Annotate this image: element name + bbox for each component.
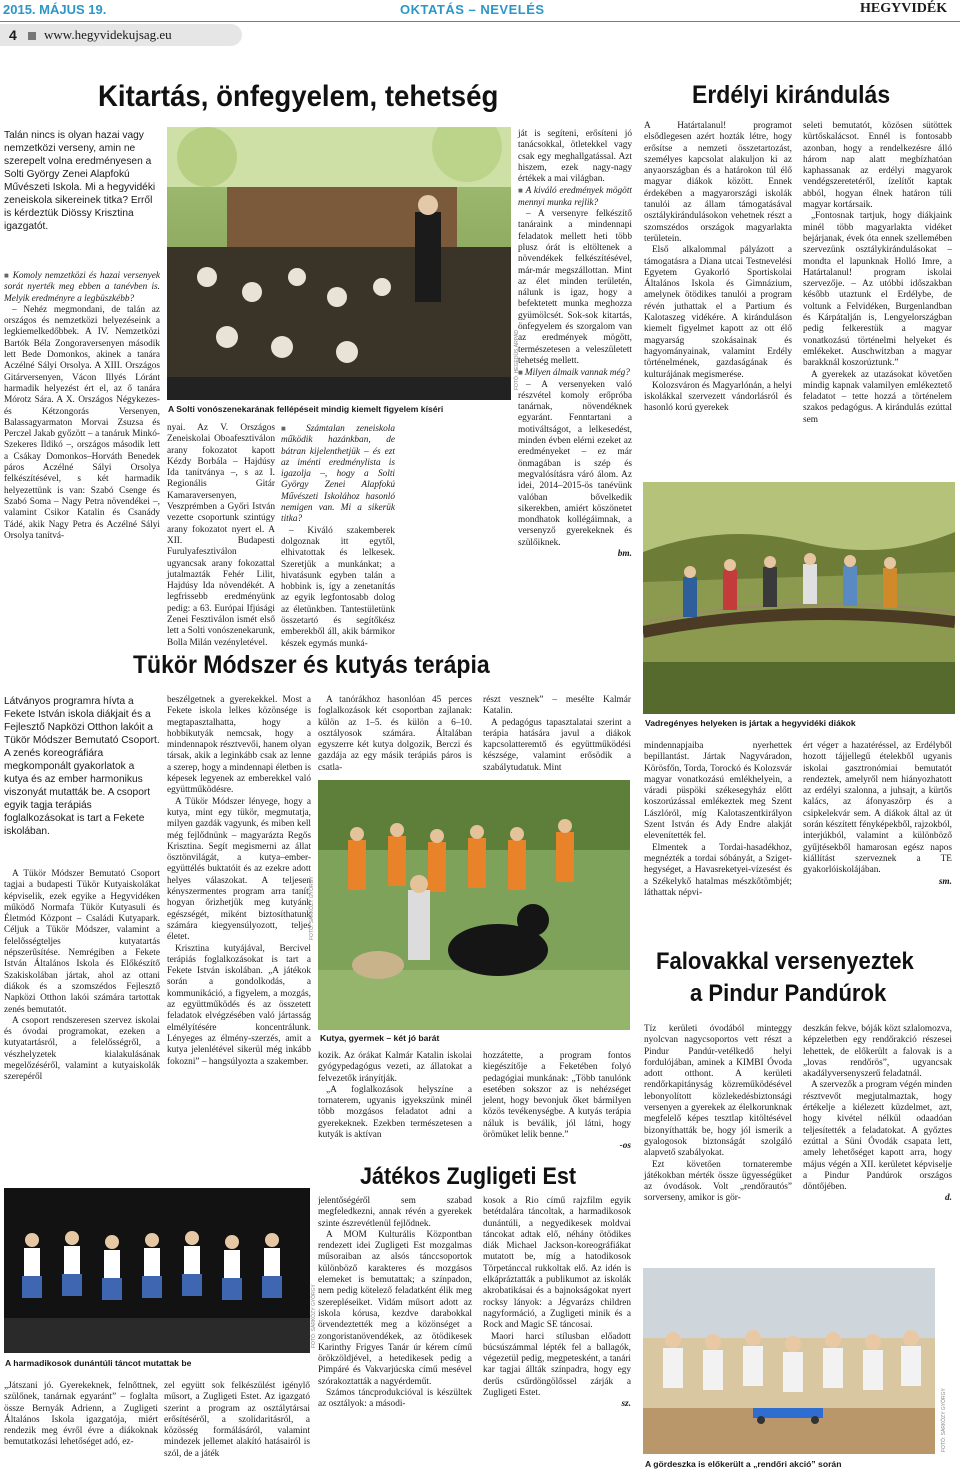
- article3-col4-text: részt vesznek” – mesélte Kalmár Katalin.: [483, 695, 631, 717]
- article1-col4: [518, 129, 632, 560]
- article2-signature: sm.: [938, 876, 952, 887]
- article1-photo-caption: A Solti vonószenekarának fellépéseit mindig kiemelt figyelem kíséri: [168, 404, 444, 414]
- article1-col3: [281, 423, 395, 650]
- bridge-photo: [643, 482, 955, 714]
- article2-col1c: Kolozsváron és Magyarlónán, a helyi iskolákkal szervezett vándorlásról és hasonló korú gyerekek: [644, 380, 792, 414]
- article3-col2-text: beszélgetnek a gyerekekkel. Most a Fekete iskola lelkes közönsége is megtapasztalhatta, hogy a hobbikutyák nemcsak, hogy a mindennapok résztvevői, hanem olyan társak, akik a leginkább csak az lenne a szerep, hogy a mindennapi életben is képesek legyenek az emberekkel való együttműködésre.: [167, 695, 311, 796]
- article2-col2b: „Fontosnak tartjuk, hogy diákjaink minél több magyarlakta vidéket bejárjanak, évek óta ennek szellemében szervezünk osztálykirándulásokat – mondta el lapunknak Holló Imre, a Határtalanul! program iskolai szervezője. – Az utóbbi időszakban később utaztunk el Erdélybe, de voltunk a Felvidéken, Burgenlandban és Kárpátalján is, Lengyelországban pedig felkerestük a magyar vonatkozású történelmi helyeket és emlékeket. Auschwitzban a magyar barakknál koszorúztunk.”: [803, 211, 952, 369]
- article2-col1b: Első alkalommal pályázott a támogatásra a Diana utcai Testnevelési Egyetem Gyakorló Sportiskolai Általános Iskola és Gimnázium, amelynek ötödikes tanulói a program révén juthattak el a Partium és Kalotaszeg vidékére. A kiránduláson kiemelt figyelmet kapott az ott élő magyarság szokásainak és hagyományainak, valamint Erdély történelmének, gazdaságának és kulturájának megismerése.: [644, 245, 792, 380]
- article3-col3c: „A foglalkozások helyszíne a tornaterem, ugyanis igyekszünk minél több mozgásos feladatot adni a gyerekeknek. Ezekben természetesen a kutyák is aktívan: [318, 1084, 472, 1141]
- header-rule: [0, 21, 960, 22]
- article5-title-line1: Falovakkal versenyeztek: [656, 948, 914, 975]
- article5-title-line2: a Pindur Pandúrok: [690, 980, 887, 1007]
- article3-col3: [318, 695, 472, 774]
- article3-col4c-block: [483, 1051, 631, 1153]
- article2-col3: [644, 741, 792, 899]
- header-paper: HEGYVIDÉK: [860, 1, 948, 16]
- article1-col4c: – A versenyeken való részvétel komoly erőpróba tanárnak, növendéknek egyaránt. Fenntartani a motiváltságot, a lelkesedést, minden évben elérni ezeket az eredményeket – ez már önmagában is szép és megvalósításra váró álom. Az idei, 2014–2015-ös tanévünk valóban bővelkedik sikerekben, amiért köszönetet mondhatok kollégáimnak, a versenyző gyerekeknek és szülőiknek.: [518, 379, 632, 548]
- article3-col3b-block: [318, 1051, 472, 1141]
- article4-title: Játékos Zugligeti Est: [360, 1163, 577, 1190]
- article1-col2-text: nyai. Az V. Országos Zeneiskolai Oboafesztiválon arany fokozatot kapott Kézdy Borbála – Hajdúsy Ida tanítványa –, s az I. Regionális Gitár Kamaraversenyen, Veszprémben a Győri István vezette csoportunk szintúgy arany fokozatot nyert el. A XII. Budapesti Furulyafesztiválon ugyancsak arany fokozattal jutalmazták Fehér Lilit, Hajdúsy Ida növendékét. A legfrissebb eredményünk pedig: a 63. Európai Ifjúsági Zenei Fesztiválon ismét első lett a Solti vonószenekarunk, Bolla Milán vezényletével.: [167, 423, 275, 648]
- article5-photo-caption: A gördeszka is előkerült a „rendőri akció” során: [645, 1459, 842, 1469]
- article2-col3-text: mindennapjaiba nyerhettek bepillantást. Jártak Nagyváradon, Körösfőn, Torda, Torockó és Kolozsvár magyar vonatkozású emlékhelyein, a váradi püspöki székesegyház előtt koszorúzással emlékeztek meg Szent Lászlóról, míg Kalotaszentkirályon Szent István és Ady Endre alakját elevenítették fel.: [644, 741, 792, 842]
- article2-col3b: Elmentek a Tordai-hasadékhoz, megnézték a tordai sóbányát, a Sziget-hegységet, a Havasreketyei-vízesést és a Székelykő hatalmas mészkőtömbjét; láthattak népvi-: [644, 842, 792, 898]
- article5-col1b: Ezt követően tornaterembe játékokban mérték össze ügyességüket az óvodások. Volt „rendőrautós” sorverseny, amikor is gör-: [644, 1159, 792, 1204]
- article4-col3c: Számos táncprodukcióval is készültek az osztályok: a másodi-: [318, 1388, 472, 1410]
- article5-col2: [803, 1024, 952, 1205]
- article3-lead: Látványos programra hívta a Fekete István iskola diákjait és a Fejlesztő Napközi Otthon lakóit a Tükör Módszer Bemutató Csoport. A zenés koreográfiára megkomponált gyakorlatok a kutya és az ember harmonikus viszonyát mutatták be. A csoport egyik tagja terápiás foglalkozásokat is tart a Fekete iskolában.: [4, 696, 160, 837]
- header-section: OKTATÁS – NEVELÉS: [400, 2, 545, 17]
- header-website[interactable]: www.hegyvidekujsag.eu: [44, 27, 172, 42]
- article1-col4b: – A versenyre felkészítő tanáraink a mindennapi feladatok mellett heti több plusz órát is eltöltenek a növendékek felkészítésével, már-már megszállottan. Mint az élet minden területén, nálunk is igaz, hogy a befektetett munka meghozza gyümölcsét. Sok-sok kitartás, önfegyelem és szorgalom van az eredmények mögött, természetesen a veleszületett tehetség mellett.: [518, 209, 632, 366]
- article4-col3: [318, 1196, 472, 1469]
- dog-photo: [318, 780, 630, 1030]
- article3-col1: [4, 869, 160, 1084]
- page-number: 4: [9, 27, 17, 43]
- article4-col2: [164, 1381, 310, 1460]
- article3-col3-text: A tanórákhoz hasonlóan 45 perces foglalkozások két csoportban zajlanak: külön az 1–5. és külön a 6–10. osztályosok számára. Általában egyszerre két kutya dolgozik, Berczi és gazdája az egy másik terápiás páros is csatla-: [318, 695, 472, 773]
- article3-col2c: Krisztina kutyájával, Bercivel terápiás foglalkozásokat is tart a Fekete István iskolában. „A játékok során a gondolkodás, a kommunikáció, a figyelem, a mozgás, az együttműködés és az összetett feladatok elvégzésében való jártasság elmélyítésére koncentrálunk. Lényeges az élmény-szerzés, amit a kutya jelenlétével sikerül még inkább fokozni” – hangsúlyozta a szakember.: [167, 943, 311, 1067]
- orchestra-photo: [167, 127, 511, 400]
- article1-photo-credit: FOTÓ: HEGEDÜS ÁRPÁD: [514, 329, 520, 390]
- article2-col4: [803, 741, 952, 888]
- article2-col1-text: A Határtalanul! programot elsődlegesen azért hozták létre, hogy erősítse a nemzeti összetartozást, személyes kapcsolat alakuljon ki az anyaországban és a határokon túl élő magyar diákok között. Ennek érdekében a magyarországi iskolák tanulói az állam támogatásával osztálykirándulásokon vehetnek részt a szomszédos országok magyarlakta területein.: [644, 121, 792, 244]
- article1-col3-text: – Kiváló szakemberek dolgoznak itt egytől, elhivatottak és lelkesek. Szeretjük a munkánkat; a hivatásunk egyben talán a hobbink is, így a zenetanítás az egyik legfontosabb dolog az életünkben. Tantestületünk összetartó és segítőkész emberekből áll, akik bármikor készek egymás munká-: [281, 525, 395, 649]
- article4-col4b: Maori harci stílusban előadott búcsúszámmal lépték fel a ballagók, végezetül pedig, megpetesként, a tanári kar tagjai állták színpadra, hogy egy derűs csűrdöngölőssel zárják a Zugligeti Estet.: [483, 1331, 631, 1399]
- article1-question-2: ■ Számtalan zeneiskola működik hazánkban, de bátran kijelenthetjük – és ezt az iménti eredménylista is igazolja –, hogy a Solti György Zenei Alapfokú Művészeti Iskolához hasonló nemigen van. Mi a sikerük titka?: [281, 423, 395, 526]
- article3-signature: -os: [619, 1141, 631, 1152]
- article4-col1: [4, 1381, 158, 1449]
- article2-col2-text: seleti bemutatót, közösen sütöttek kürtőskalácsot. Ennél is fontosabb azonban, hogy a rendelkezésre álló három nap alatt megbízhatóan kaphassanak az erdélyi magyarok vendégszeretetéről, ízelítőt kaptak abból, hogyan élnek határon túli magyar kortársaik.: [803, 121, 952, 211]
- article3-col3b: kozik. Az órákat Kalmár Katalin iskolai gyógypedagógus vezeti, az állatokat a felvezetők irányítják.: [318, 1051, 472, 1084]
- article3-col4b: A pedagógus tapasztalatai szerint a terápia hatására javul a diákok kapcsolatteremtő és együttműködési készsége, valamint erősödik a szabálytudatuk. Mint: [483, 717, 631, 773]
- article1-col2: [167, 423, 275, 649]
- article3-title: Tükör Módszer és kutyás terápia: [133, 651, 490, 679]
- header-date: 2015. MÁJUS 19.: [3, 2, 107, 17]
- article3-col1-text: A Tükör Módszer Bemutató Csoport tagjai a budapesti Tükör Kutyaiskolákat képviselik, ezek egyike a Hegyvidéken működő Normafa Tükör Kutyasuli és Életmód Központ – Családi Kutyapark. Céljuk a Tükör Módszer, valamint a felelősségteljes kutyatartás népszerűsítése. Nemrégiben a Fekete István Általános Iskola és Előkészítő Szakiskolában jártak, ahol az ottani diákok és a szomszédos Fejlesztő Napközi Otthon lakói számára tartottak zenés bemutatót.: [4, 869, 160, 1015]
- article4-col3b: A MOM Kulturális Központban rendezett idei Zugligeti Est mozgalmas műsoraiban az alsós tánccsoportok különböző karakteres és mozgásos elemeket is bemutattak; a színpadon, nem pedig kötelező feladatként élik meg szerepléseiket. Vidám műsort adott az iskola kórusa, kezdve darabokkal örvendeztették meg a közönséget a zongoristanövendékek, az ötödikesek Karinthy Frigyes Tanár úr kérem című örökzöldjével, a hetedikesek pedig a Pimpáré és Vakvarjúcska című mesével szórakoztatták a nagyérdeműt.: [318, 1229, 472, 1387]
- article1-col4a: ját is segíteni, erősíteni jó tanácsokkal, ötletekkel vagy csak egy meghallgatással. Azt hiszem, ezek nagy-nagy értékek a mai világban.: [518, 129, 632, 185]
- article4-col1-text: „Játszani jó. Gyerekeknek, felnőttnek, szülőnek, tanárnak egyaránt” – foglalta össze Bernyák Adrienn, a Zugligeti Általános Iskola igazgatója, miért rendezik meg évről évre a diákoknak bemutatkozási lehetőséget adó, ez-: [4, 1381, 158, 1448]
- article5-col1-text: Tíz kerületi óvodából minteggy nyolcvan nagycsoportos vett részt a Pindur Pandúr-vetélkedő helyi fordulójában, aminek a KIMBI Óvoda adott otthont. A kerületi rendőrkapitányság közreműködésével lebonyolított közlekedésbiztonsági versenyen a gyerekek az élelkorunknak megfelelő képes tesztlap kitöltésével bizonyíthatták be, hogy jól ismerik a gyalogosok biztonságát szolgáló alapvető szabályokat.: [644, 1024, 792, 1159]
- article1-signature: bm.: [617, 548, 632, 559]
- article5-col2-text: deszkán fekve, bóják közt szlalomozva, képzeletben egy rendőrakció részesei lehettek, de előkerült a falovak is a „lovas rendőrös”, ugyancsak akadályversenyszerű feladatnál.: [803, 1024, 952, 1080]
- article2-col2: [803, 121, 952, 426]
- article1-title: Kitartás, önfegyelem, tehetség: [98, 80, 499, 113]
- article1-lead: Talán nincs is olyan hazai vagy nemzetközi verseny, amin ne szerepelt volna eredményesen a Solti György Zenei Alapfokú Művészeti Iskola. Mi a hegyvidéki zeneiskola sikereinek titka? Erről is kérdeztük Diössy Krisztina igazgatót.: [4, 130, 156, 232]
- article2-col1: [644, 121, 792, 415]
- article1-col1: [4, 270, 160, 542]
- article2-col2c: A gyerekek az utazásokat követően mindig kapnak valamilyen emlékeztető feladatot – tette hozzá a történelem szakos pedagógus. A kirándulás ezúttal sem: [803, 369, 952, 425]
- article2-title: Erdélyi kirándulás: [692, 81, 891, 109]
- article1-question-1: ■ Komoly nemzetközi és hazai versenyek sorát nyerték meg ebben a tanévben is. Melyik eredményre a legbüszkébb?: [4, 270, 160, 305]
- article4-signature: sz.: [621, 1399, 631, 1410]
- article1-question-3: ■ A kiváló eredmények mögött mennyi munka rejlik?: [518, 185, 632, 209]
- article5-col1: [644, 1024, 792, 1205]
- article3-col4c: hozzátette, a program fontos kiegészítője a Feketében folyó pedagógiai munkának: „Több tanulónk esetében sokszor az is nehézséget jelent, hogy bevonjuk őket bármilyen közös tevékenységbe. A kutyás terápia náluk is beválik, jól látni, hogy örömüket lelik benne.”: [483, 1051, 631, 1141]
- article2-photo-caption: Vadregényes helyeken is jártak a hegyvidéki diákok: [645, 718, 856, 728]
- article4-col2-text: zel együtt sok felkészülést igénylő műsort, a Zugligeti Estet. Az igazgató szerint a program az osztálytársai erősítéséről, a szolidaritásról, a közösség formálásáról, valamint mindezek jellemet alakító hatásairól is szól, de a játék: [164, 1381, 310, 1459]
- article4-col4-text: kosok a Rio című rajzfilm egyik betétdalára táncoltak, a harmadikosok dunántúli, a negyedikesek moldvai táncokat adtak elő, néhány ötödikes diák Michael Jackson-koreográfiákat mutatott be, míg a hatodikosok Törpetánccal rukkoltak elő. Az idén is elkápráztatták a publikumot az iskolák akrobatikásai és a bajnokságokat nyert rocksy lányok: a Jégvarázs children nagyformáció, a Zugligeti minik és a Rock and Magic SE táncosai.: [483, 1196, 631, 1331]
- kids-photo: [643, 1268, 935, 1454]
- article4-col3-text: jelentőségéről sem szabad megfeledkezni, annak révén a gyerekek szinte észrevétlenül fejlődnek.: [318, 1196, 472, 1229]
- article3-photo-caption: Kutya, gyermek – két jó barát: [320, 1033, 440, 1043]
- article4-photo-credit: FOTÓ: SÁRKÖZY GYÖRGY: [311, 1284, 317, 1348]
- article3-col2b: A Tükör Módszer lényege, hogy a kutya, mint egy tükör, megmutatja, milyen gazdák vagyunk, és miben kell még fejlődnünk – magyarázta Regős Krisztina. Segít megismerni az állat ösztönvilágát, a kutya–ember-együttélés buktatóit és az ezekre adott helyes válaszokat. A teljesen kényszermentes program arra tanít, hogyan őrizhetjük meg kutyánk egészségét, miként biztosíthatunk számára kiegyensúlyozott, teljes életet.: [167, 796, 311, 943]
- article5-photo-credit: FOTÓ: SÁRKÖZY GYÖRGY: [941, 1388, 947, 1452]
- article3-col1b: A csoport rendszeresen szervez iskolai és óvodai programokat, ezeken a kutyatartásról, a felelősségről, a vészhelyzetek kialakulásának megelőzéséről, valamint a kutyaiskolák szerepéről: [4, 1015, 160, 1083]
- article1-col1-text: – Nehéz megmondani, de talán az országos és nemzetközi helyezéseink a legkiemelkedőbbek. A IV. Nemzetközi Bartók Béla Zongoraversenyen második lett Bede Domonkos, akinek a tanára Aczélné Sályi Orsolya. A XIII. Országos Gitárversenyen, Vácon Illyés Lóránt harmadik helyezést ért el, az ő tanára Mórotz Sára. A X. Országos Négykezes- és Kétzongorás Versenyen, Balassagyarmaton Morvai Zsuzsa és Perczel Jakab győzött – a tanáruk Minkó-Szekeres Ildikó –, országos második lett a Csákay Domonkos–Horváth Benedek páros Aczélné Sályi Orsolya felkészítésével, s két harmadik helyezettünk is van: Szabó Csenge és Szabó Soma – Nagy Petra növendékei –, valamint Csikor Katalin és Csanády Tádé, akik Nagy Petra és Aczélné Sályi Orsolya tanítvá-: [4, 304, 160, 541]
- article1-question-4: ■ Milyen álmaik vannak még?: [518, 367, 632, 379]
- article3-photo-credit: FOTÓ: SÁRKÖZY GYÖRGY: [309, 876, 315, 940]
- article4-col4: [483, 1196, 631, 1469]
- article3-col4: [483, 695, 631, 774]
- article5-col2b: A szervezők a program végén minden résztvevőt megjutalmaztak, hogy értékelje a kiélezett küzdelmet, azt, hogy kivétel nélkül odaadóan teljesítették a feladatokat. A győztes ezúttal a Süni Óvodák csapata lett, amely lehetőséget kapott arra, hogy május végén a XII. kerületet képviselje a Pindur Pandúrok országos döntőjében.: [803, 1080, 952, 1193]
- square-icon: [28, 32, 36, 40]
- article3-col2: [167, 695, 311, 1145]
- dance-photo: [4, 1188, 310, 1353]
- article5-signature: d.: [945, 1193, 952, 1204]
- article2-col4-text: ért végeт a hazatéréssel, az Erdélyből hozott tájjellegű ételekből ugyanis iskolai gasztronómiai bemutatót rendeztek, amelyről nem hiányozhatott az erdélyi szalonna, a juhsajt, a kürtős kalács, az áfonyaszörp és a csipkelekvár sem. A diákok által az út során készített fényképekből, rajzokból, interjúkból, valamint a különböző gyűjtésekből hamarosan egész napos kiállítást szerveznek a TE gyakorlóiskolájában.: [803, 741, 952, 876]
- article4-photo-caption: A harmadikosok dunántúli táncot mutattak be: [5, 1358, 192, 1368]
